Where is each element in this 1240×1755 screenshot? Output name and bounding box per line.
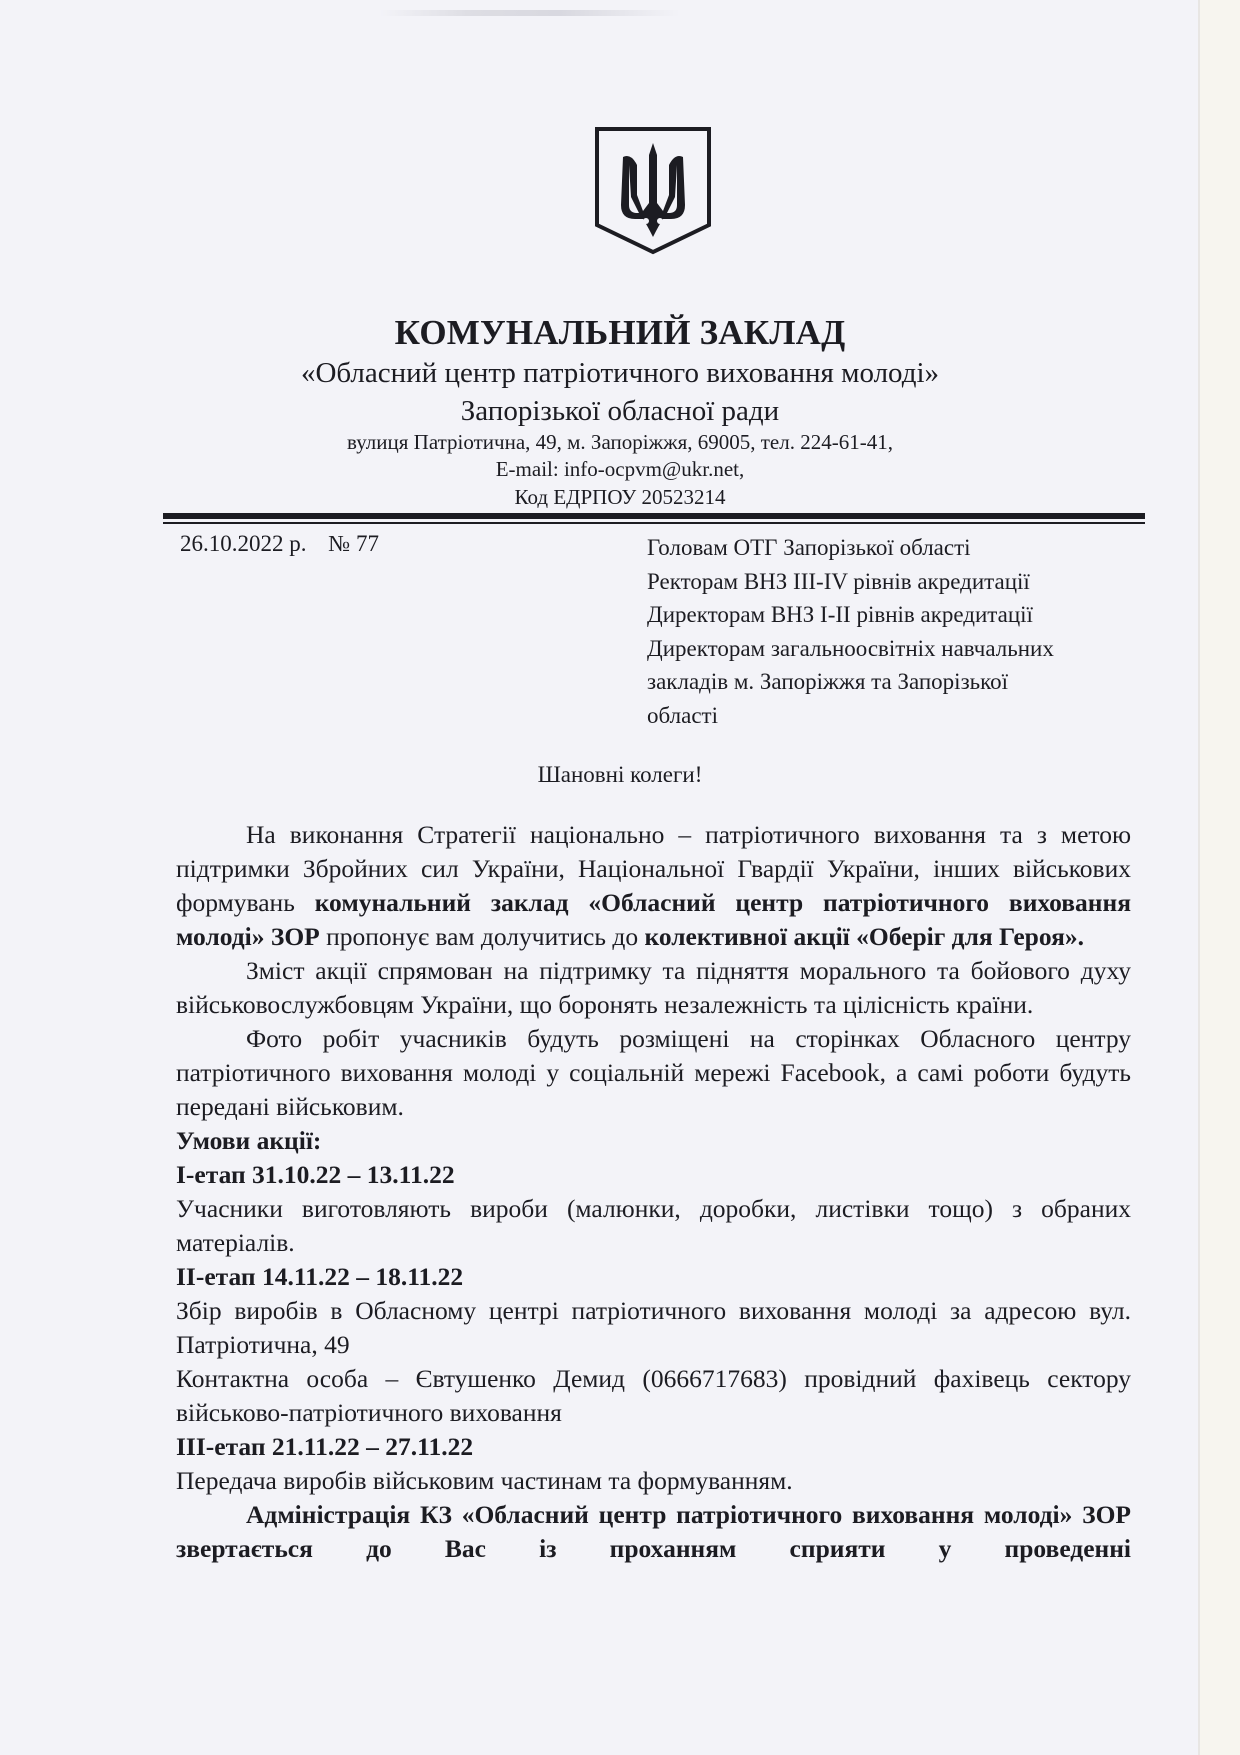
paragraph-intro	[176, 818, 1131, 954]
letterhead-edrpou: Код ЕДРПОУ 20523214	[514, 485, 726, 509]
addressee-line: області	[647, 702, 718, 728]
stage-1-text: Учасники виготовляють вироби (малюнки, доробки, листівки тощо) з обраних матеріалів.	[176, 1194, 1131, 1257]
stage-2-text: Збір виробів в Обласному центрі патріотичного виховання молоді за адресою вул. Патріотична, 49	[176, 1296, 1131, 1359]
paragraph-photos: Фото робіт учасників будуть розміщені на сторінках Обласного центру патріотичного виховання молоді у соціальній мережі Facebook, а самі роботи будуть передані військовим.	[176, 1024, 1131, 1121]
document-date: 26.10.2022 р.	[180, 531, 307, 556]
document-number: № 77	[328, 531, 379, 556]
paragraph-closing: Адміністрація КЗ «Обласний центр патріотичного виховання молоді» ЗОР звертається до Вас із проханням сприяти у проведенні	[176, 1500, 1131, 1563]
letter-body	[176, 818, 1131, 1566]
addressee-line: Директорам ВНЗ І-ІІ рівнів акредитації	[647, 602, 1033, 627]
stage-2-contact: Контактна особа – Євтушенко Демид (0666717683) провідний фахівець сектору військово-патріотичного виховання	[176, 1364, 1131, 1427]
letterhead-address: вулиця Патріотична, 49, м. Запоріжжя, 69005, тел. 224-61-41,	[347, 430, 893, 454]
addressee-line: Головам ОТГ Запорізької області	[647, 535, 971, 560]
stage-1-heading: І-етап 31.10.22 – 13.11.22	[176, 1160, 455, 1189]
campaign-name: колективної акції «Оберіг для Героя».	[644, 922, 1085, 951]
addressees-block	[647, 531, 1054, 732]
addressee-line: закладів м. Запоріжжя та Запорізької	[647, 669, 1009, 694]
stage-3-text: Передача виробів військовим частинам та формуванням.	[176, 1466, 793, 1495]
addressee-line: Директорам загальноосвітніх навчальних	[647, 635, 1054, 661]
registration-line	[180, 531, 379, 557]
scan-artifact	[380, 10, 680, 16]
intro-text: На виконання Стратегії національно – патріотичного виховання та з метою підтримки Збройних сил України, Національної Гвардії України, інших військових формувань	[176, 820, 1131, 917]
header-divider-thick	[163, 513, 1145, 519]
addressee-line: Ректорам ВНЗ ІІІ-ІV рівнів акредитації	[647, 568, 1030, 594]
conditions-heading: Умови акції:	[176, 1126, 322, 1155]
stage-2-heading: ІІ-етап 14.11.22 – 18.11.22	[176, 1262, 464, 1291]
scan-page-edge	[1198, 0, 1240, 1755]
intro-text-cont: пропонує вам долучитись до	[319, 922, 645, 951]
letterhead-subtitle-council: Запорізької обласної ради	[460, 395, 780, 427]
letterhead-subtitle: «Обласний центр патріотичного виховання молоді»	[300, 357, 940, 389]
coat-of-arms-of-ukraine-icon	[593, 125, 713, 255]
greeting: Шановні колеги!	[537, 762, 703, 787]
letterhead-email: E-mail: info-ocpvm@ukr.net,	[495, 457, 745, 481]
stage-3-heading: ІІІ-етап 21.11.22 – 27.11.22	[176, 1432, 474, 1461]
paragraph-purpose: Зміст акції спрямован на підтримку та підняття морального та бойового духу військовослужбовцям України, що боронять незалежність та цілісність країни.	[176, 956, 1131, 1019]
institution-name: комунальний заклад «Обласний центр патріотичного виховання молоді» ЗОР	[176, 888, 1131, 951]
header-divider-thin	[163, 522, 1145, 524]
letterhead-title: КОМУНАЛЬНИЙ ЗАКЛАД	[394, 313, 846, 352]
